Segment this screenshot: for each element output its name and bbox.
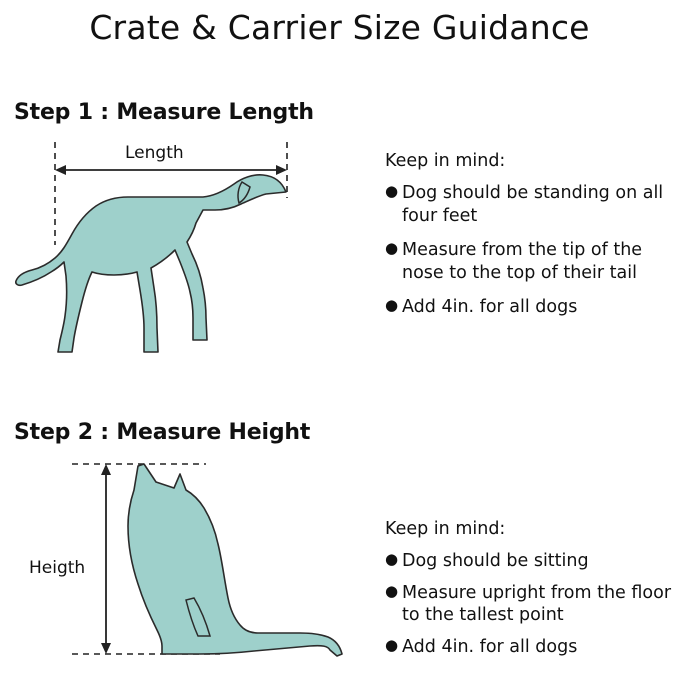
- note-text: Dog should be sitting: [402, 551, 589, 572]
- step-1-heading: Step 1 : Measure Length: [14, 100, 314, 125]
- note-text: Measure upright from the floor to the tallest point: [402, 582, 672, 626]
- step-1-note-list: [385, 182, 679, 318]
- step-1-diagram: [10, 130, 350, 380]
- page-title: Crate & Carrier Size Guidance: [89, 8, 590, 47]
- bullet-icon: ●: [385, 182, 399, 201]
- dog-body-sitting: [128, 464, 342, 656]
- bullet-icon: ●: [385, 550, 399, 569]
- bullet-icon: ●: [385, 295, 399, 314]
- bullet-icon: ●: [385, 581, 399, 600]
- note-item: [385, 550, 679, 572]
- note-text: Dog should be standing on all four feet: [402, 183, 664, 226]
- step-1-notes-title: Keep in mind:: [385, 151, 506, 171]
- height-arrow-head-top: [101, 464, 111, 475]
- note-item: [385, 296, 679, 318]
- bullet-icon: ●: [385, 635, 399, 654]
- bullet-icon: ●: [385, 239, 399, 258]
- step-2-heading: Step 2 : Measure Height: [14, 420, 311, 445]
- note-item: [385, 182, 679, 227]
- note-text: Add 4in. for all dogs: [402, 636, 578, 657]
- note-text: Measure from the tip of the nose to the top of their tail: [402, 240, 643, 283]
- step-2-notes: [385, 518, 679, 667]
- dog-body-standing: [16, 175, 286, 352]
- step-2-note-list: [385, 550, 679, 658]
- length-arrow-head-right: [276, 165, 287, 175]
- step-2-notes-title: Keep in mind:: [385, 519, 506, 539]
- note-item: [385, 636, 679, 658]
- height-arrow-head-bottom: [101, 643, 111, 654]
- note-item: [385, 582, 679, 627]
- note-text: Add 4in. for all dogs: [402, 296, 578, 317]
- note-item: [385, 239, 679, 284]
- step-1-notes: [385, 150, 679, 318]
- height-label: Heigth: [24, 558, 90, 578]
- length-arrow-head-left: [55, 165, 66, 175]
- length-label: Length: [120, 143, 189, 163]
- standing-dog-illustration: [10, 130, 350, 380]
